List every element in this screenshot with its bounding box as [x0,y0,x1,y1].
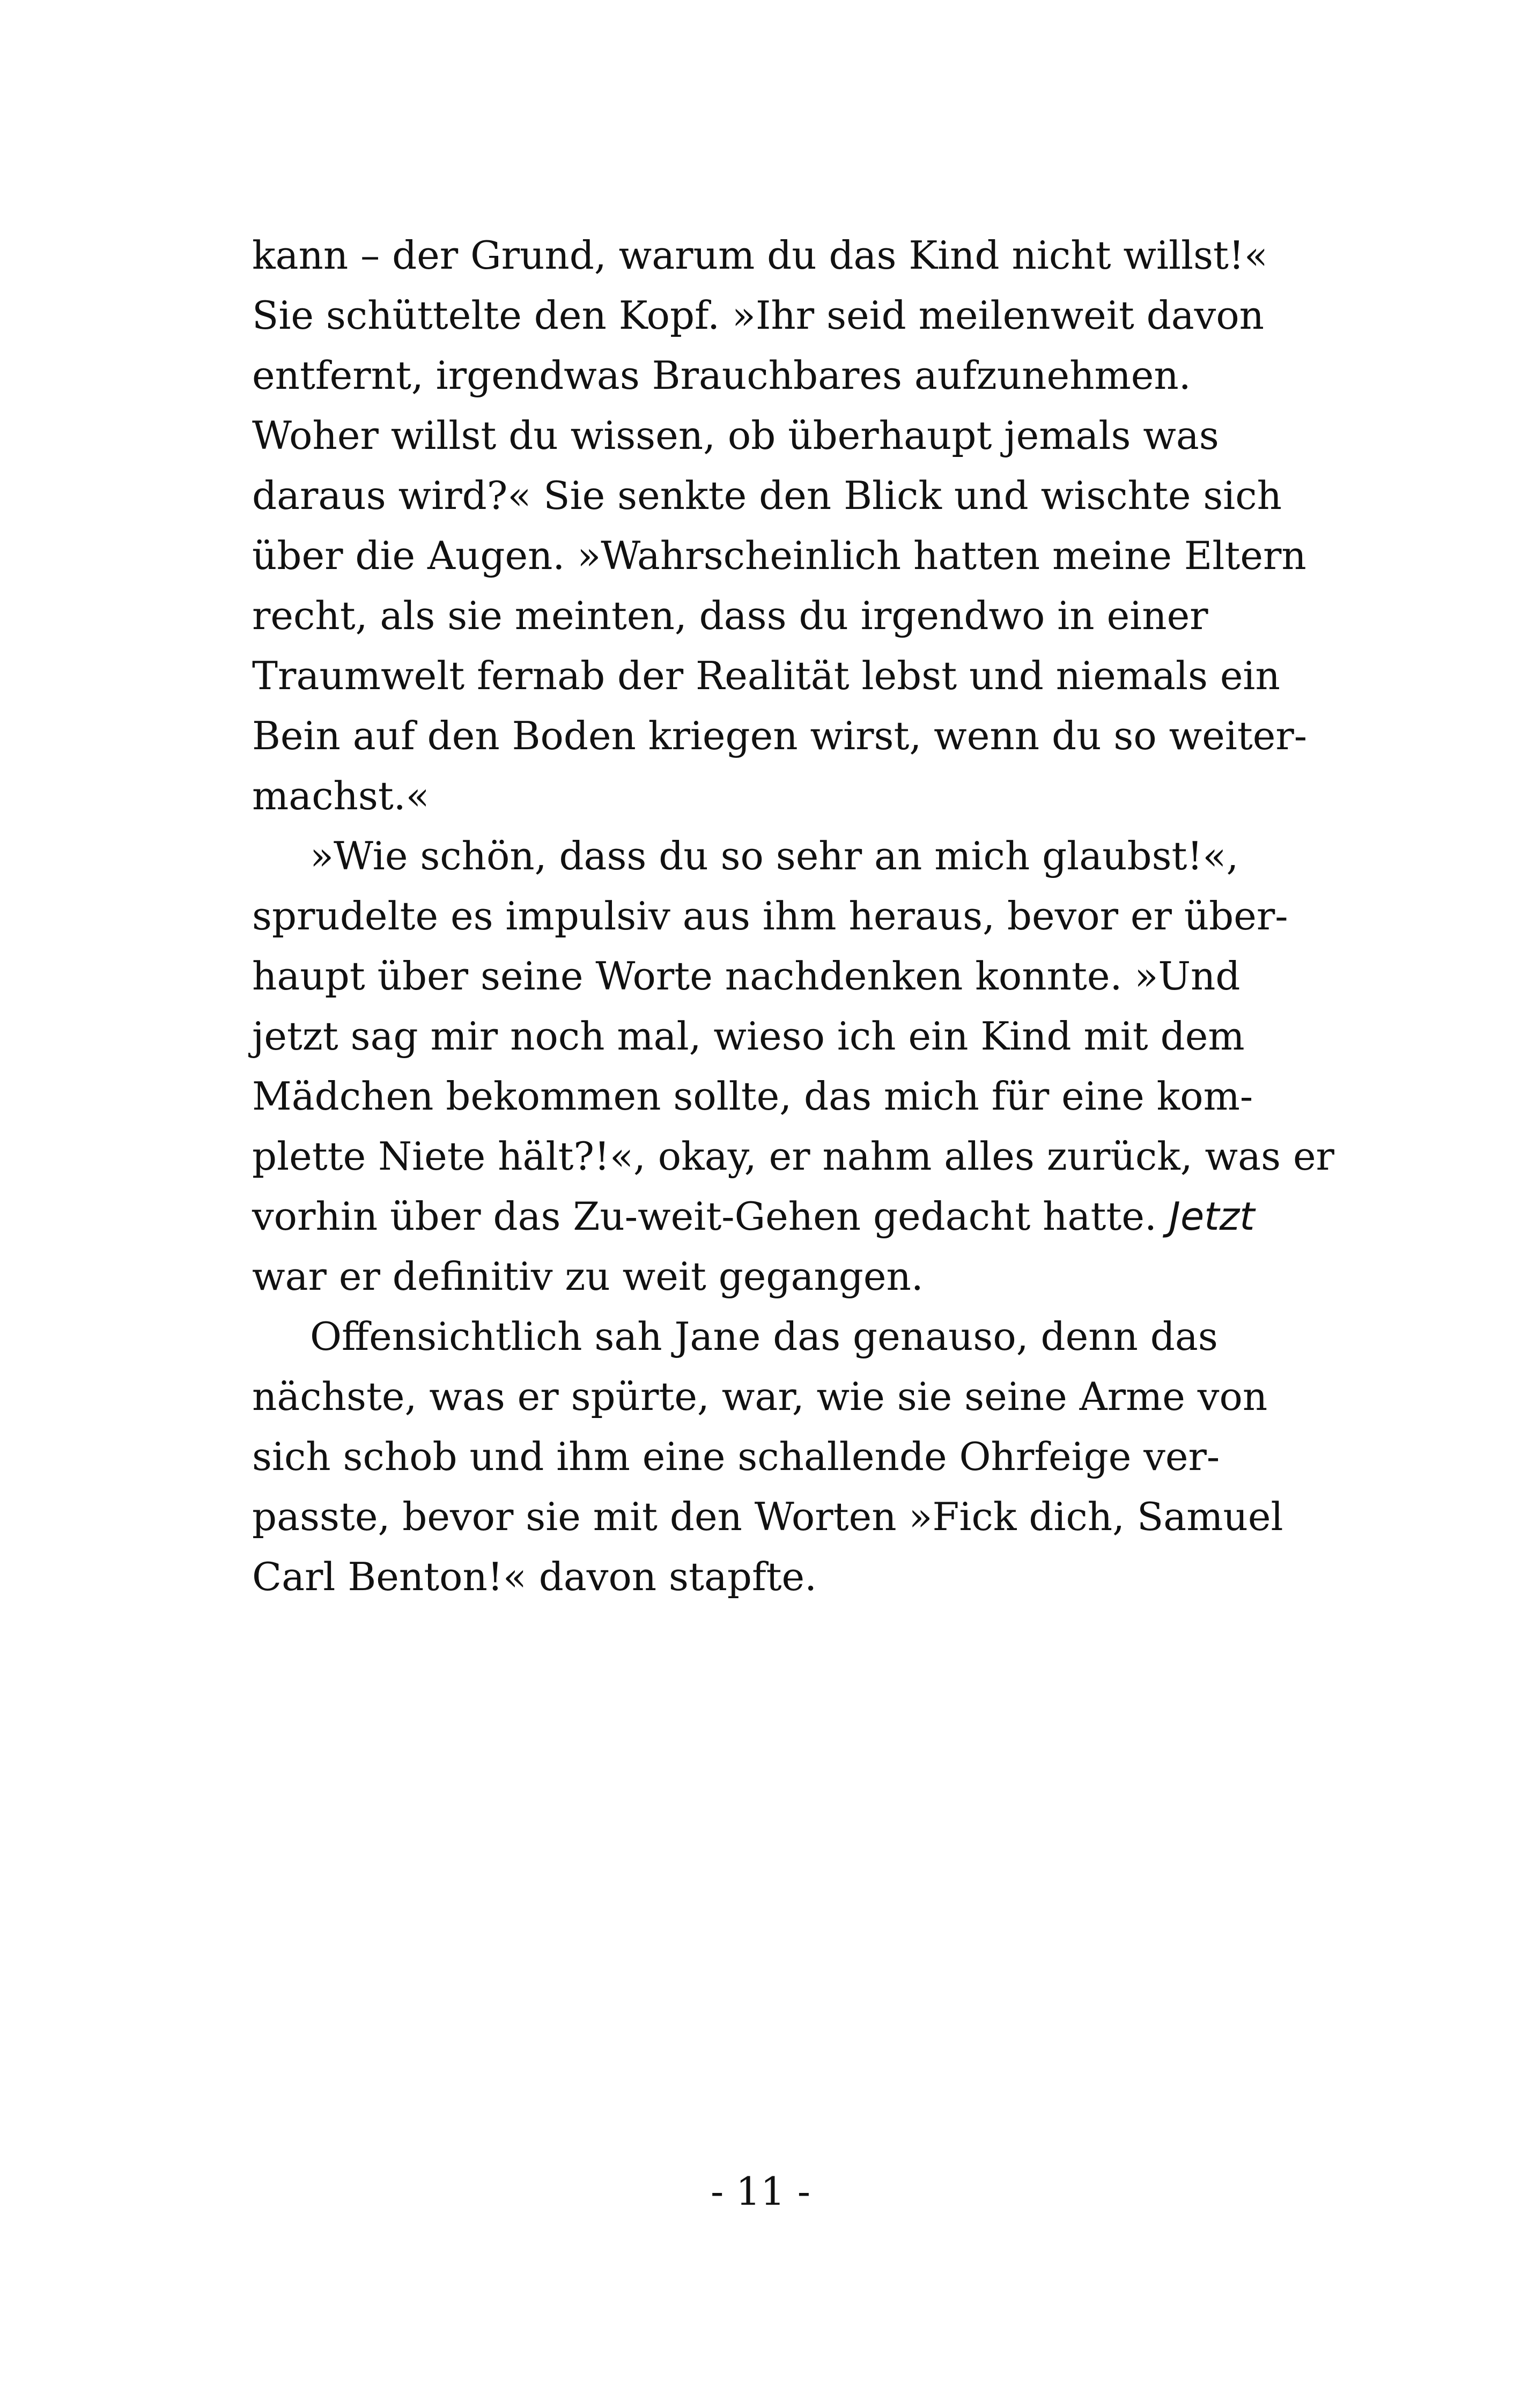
text-line: Traumwelt fernab der Realität lebst und niemals ein [252,653,1280,698]
text-line: sich schob und ihm eine schallende Ohrfeige ver- [252,1434,1220,1479]
text-line: haupt über seine Worte nachdenken konnte. »Und [252,954,1241,999]
text-line: passte, bevor sie mit den Worten »Fick dich, Samuel [252,1494,1283,1539]
text-line: nächste, was er spürte, war, wie sie seine Arme von [252,1374,1268,1419]
text-line: sprudelte es impulsiv aus ihm heraus, bevor er über- [252,893,1288,939]
text-line: plette Niete hält?!«, okay, er nahm alles zurück, was er [252,1134,1334,1179]
text-line: recht, als sie meinten, dass du irgendwo in einer [252,593,1208,638]
text-line: daraus wird?« Sie senkte den Blick und wischte sich [252,473,1282,518]
text-segment: vorhin über das Zu-weit-Gehen gedacht hatte. [252,1194,1169,1239]
text-line: Bein auf den Boden kriegen wirst, wenn du so weiter- [252,713,1308,758]
emphasized-word: Jetzt [1169,1194,1255,1239]
text-line: machst.« [252,773,430,818]
text-line: über die Augen. »Wahrscheinlich hatten meine Eltern [252,533,1306,578]
body-text [252,225,1334,1607]
text-line [252,1186,1325,1246]
page-number: - 11 - [710,2169,811,2214]
text-line: jetzt sag mir noch mal, wieso ich ein Kind mit dem [252,1014,1245,1059]
text-line: Sie schüttelte den Kopf. »Ihr seid meilenweit davon [252,293,1265,338]
text-line: Offensichtlich sah Jane das genauso, denn das [310,1314,1218,1359]
text-line: Carl Benton!« davon stapfte. [252,1554,817,1599]
text-line: entfernt, irgendwas Brauchbares aufzunehmen. [252,353,1191,398]
text-line: »Wie schön, dass du so sehr an mich glaubst!«, [310,833,1239,878]
text-line: Woher willst du wissen, ob überhaupt jemals was [252,413,1219,458]
text-line: Mädchen bekommen sollte, das mich für eine kom- [252,1074,1253,1119]
text-line: kann – der Grund, warum du das Kind nicht willst!« [252,233,1268,278]
text-line: war er definitiv zu weit gegangen. [252,1254,924,1299]
